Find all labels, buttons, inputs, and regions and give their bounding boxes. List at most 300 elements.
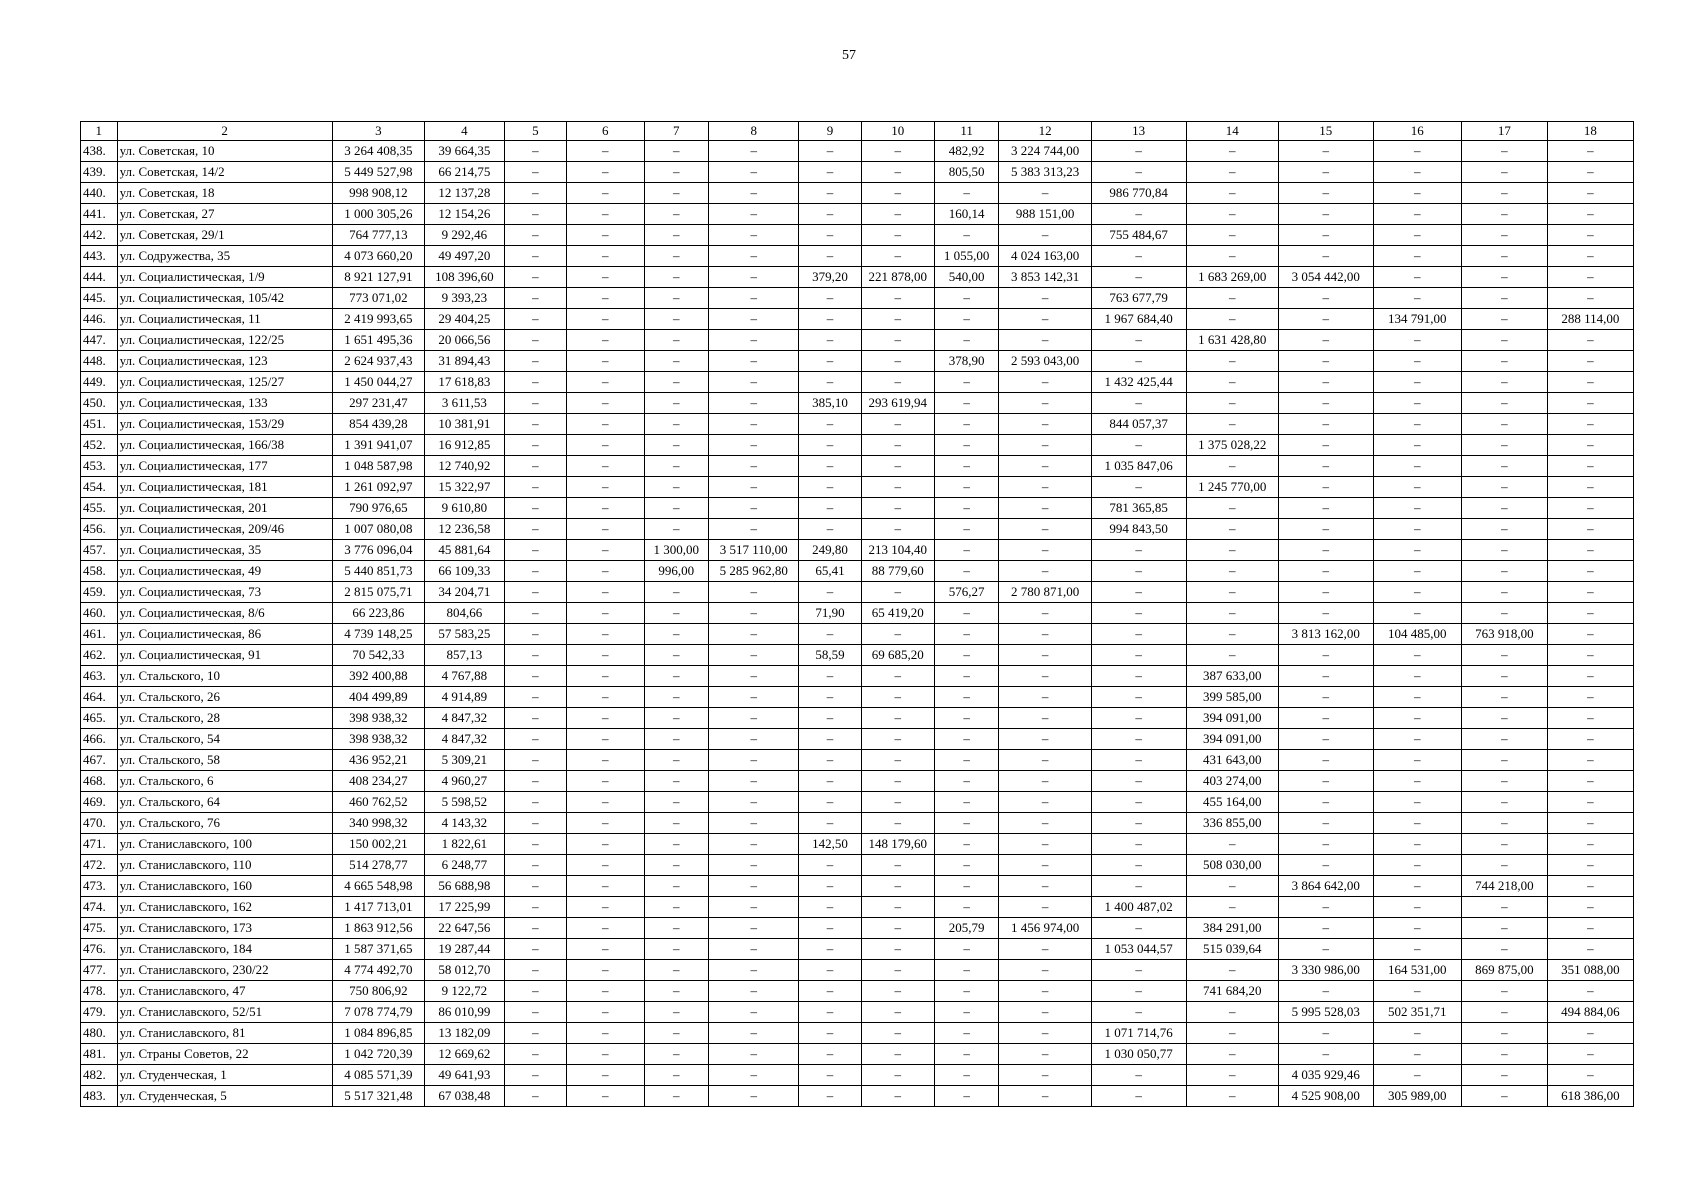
value-cell: – [1547,372,1633,393]
value-cell: 4 035 929,46 [1278,1065,1373,1086]
value-cell: – [567,456,644,477]
value-cell: – [567,1065,644,1086]
value-cell: 618 386,00 [1547,1086,1633,1107]
value-cell: – [934,1086,999,1107]
row-number-cell: 478. [81,981,118,1002]
value-cell: 5 517 321,48 [332,1086,424,1107]
value-cell: – [709,1023,799,1044]
column-header: 14 [1186,122,1278,141]
value-cell: – [934,624,999,645]
value-cell: – [1373,141,1461,162]
value-cell: 4 525 908,00 [1278,1086,1373,1107]
value-cell: 288 114,00 [1547,309,1633,330]
value-cell: – [567,414,644,435]
value-cell: – [1373,561,1461,582]
value-cell: 56 688,98 [425,876,505,897]
value-cell: 763 677,79 [1091,288,1186,309]
value-cell: – [861,477,934,498]
address-cell: ул. Станиславского, 110 [117,855,332,876]
table-row [81,1086,1634,1107]
value-cell: – [644,792,709,813]
value-cell: – [1373,204,1461,225]
value-cell: – [1373,666,1461,687]
value-cell: – [1373,1044,1461,1065]
value-cell: – [799,1023,861,1044]
row-number-cell: 445. [81,288,118,309]
column-header: 7 [644,122,709,141]
value-cell: 994 843,50 [1091,519,1186,540]
value-cell: – [1461,1044,1547,1065]
value-cell: – [1091,960,1186,981]
value-cell: 249,80 [799,540,861,561]
value-cell: – [799,456,861,477]
value-cell: – [1373,393,1461,414]
value-cell: – [1186,351,1278,372]
value-cell: – [1278,540,1373,561]
value-cell: 3 611,53 [425,393,505,414]
value-cell: – [1461,456,1547,477]
value-cell: – [1373,540,1461,561]
value-cell: – [504,750,566,771]
value-cell: – [1278,897,1373,918]
value-cell: – [1186,624,1278,645]
value-cell: 399 585,00 [1186,687,1278,708]
value-cell: – [504,666,566,687]
value-cell: – [1091,351,1186,372]
value-cell: – [1547,477,1633,498]
value-cell: – [861,582,934,603]
value-cell: – [1091,918,1186,939]
value-cell: 431 643,00 [1186,750,1278,771]
value-cell: – [999,1086,1091,1107]
value-cell: – [1373,939,1461,960]
row-number-cell: 472. [81,855,118,876]
value-cell: – [934,666,999,687]
value-cell: – [799,246,861,267]
value-cell: 781 365,85 [1091,498,1186,519]
value-cell: – [644,477,709,498]
value-cell: – [1186,183,1278,204]
value-cell: – [934,1023,999,1044]
value-cell: 854 439,28 [332,414,424,435]
value-cell: – [1091,792,1186,813]
value-cell: – [709,330,799,351]
value-cell: 384 291,00 [1186,918,1278,939]
value-cell: 1 417 713,01 [332,897,424,918]
table-row [81,750,1634,771]
value-cell: – [504,603,566,624]
row-number-cell: 455. [81,498,118,519]
value-cell: – [861,1023,934,1044]
value-cell: – [799,771,861,792]
value-cell: 12 740,92 [425,456,505,477]
value-cell: – [1461,309,1547,330]
address-cell: ул. Советская, 27 [117,204,332,225]
value-cell: – [1373,435,1461,456]
value-cell: – [861,939,934,960]
value-cell: – [1091,708,1186,729]
row-number-cell: 443. [81,246,118,267]
value-cell: 57 583,25 [425,624,505,645]
value-cell: 741 684,20 [1186,981,1278,1002]
value-cell: – [567,540,644,561]
address-cell: ул. Социалистическая, 201 [117,498,332,519]
value-cell: – [1461,414,1547,435]
value-cell: – [1547,225,1633,246]
value-cell: – [644,981,709,1002]
value-cell: – [567,960,644,981]
row-number-cell: 474. [81,897,118,918]
address-cell: ул. Советская, 14/2 [117,162,332,183]
column-header: 1 [81,122,118,141]
table-row [81,414,1634,435]
value-cell: – [1091,645,1186,666]
table-row [81,813,1634,834]
value-cell: 45 881,64 [425,540,505,561]
value-cell: – [504,687,566,708]
value-cell: – [1461,1023,1547,1044]
value-cell: – [1373,582,1461,603]
value-cell: – [1278,708,1373,729]
value-cell: 773 071,02 [332,288,424,309]
value-cell: 8 921 127,91 [332,267,424,288]
value-cell: – [1547,918,1633,939]
table-row [81,918,1634,939]
value-cell: – [1186,498,1278,519]
value-cell: – [1186,645,1278,666]
value-cell: – [799,939,861,960]
value-cell: 394 091,00 [1186,729,1278,750]
column-header: 10 [861,122,934,141]
value-cell: – [861,204,934,225]
value-cell: 148 179,60 [861,834,934,855]
value-cell: 293 619,94 [861,393,934,414]
address-cell: ул. Социалистическая, 73 [117,582,332,603]
value-cell: – [504,393,566,414]
value-cell: 164 531,00 [1373,960,1461,981]
value-cell: – [1091,393,1186,414]
value-cell: – [799,141,861,162]
value-cell: – [567,582,644,603]
value-cell: – [1547,666,1633,687]
value-cell: 4 774 492,70 [332,960,424,981]
value-cell: – [567,561,644,582]
table-row [81,540,1634,561]
value-cell: – [1091,1002,1186,1023]
value-cell: – [1461,477,1547,498]
address-cell: ул. Социалистическая, 105/42 [117,288,332,309]
value-cell: – [709,351,799,372]
value-cell: – [999,834,1091,855]
table-body [81,141,1634,1107]
value-cell: – [504,141,566,162]
value-cell: 508 030,00 [1186,855,1278,876]
value-cell: – [504,204,566,225]
value-cell: – [1547,603,1633,624]
value-cell: – [567,372,644,393]
value-cell: – [644,498,709,519]
table-row [81,288,1634,309]
value-cell: 9 122,72 [425,981,505,1002]
value-cell: 764 777,13 [332,225,424,246]
value-cell: 1 055,00 [934,246,999,267]
row-number-cell: 454. [81,477,118,498]
address-cell: ул. Станиславского, 81 [117,1023,332,1044]
value-cell: – [1373,834,1461,855]
value-cell: – [1091,687,1186,708]
address-cell: ул. Станиславского, 52/51 [117,1002,332,1023]
value-cell: – [709,666,799,687]
value-cell: – [1461,372,1547,393]
column-header: 16 [1373,122,1461,141]
table-row [81,792,1634,813]
column-header: 18 [1547,122,1633,141]
value-cell: – [1547,393,1633,414]
value-cell: 70 542,33 [332,645,424,666]
row-number-cell: 447. [81,330,118,351]
value-cell: 1 261 092,97 [332,477,424,498]
value-cell: – [1461,729,1547,750]
table-row [81,960,1634,981]
table-row [81,876,1634,897]
value-cell: – [567,750,644,771]
value-cell: – [1373,603,1461,624]
value-cell: – [861,792,934,813]
value-cell: – [567,771,644,792]
value-cell: – [934,750,999,771]
value-cell: – [644,330,709,351]
table-row [81,1065,1634,1086]
value-cell: – [567,855,644,876]
value-cell: – [934,414,999,435]
value-cell: – [1373,750,1461,771]
value-cell: – [504,561,566,582]
value-cell: – [1278,813,1373,834]
value-cell: 29 404,25 [425,309,505,330]
value-cell: – [1091,204,1186,225]
value-cell: – [1278,687,1373,708]
value-cell: – [934,771,999,792]
value-cell: – [644,855,709,876]
row-number-cell: 467. [81,750,118,771]
value-cell: – [644,645,709,666]
value-cell: – [1547,729,1633,750]
value-cell: – [504,1023,566,1044]
value-cell: – [1278,645,1373,666]
value-cell: 4 914,89 [425,687,505,708]
value-cell: – [1373,771,1461,792]
value-cell: 15 322,97 [425,477,505,498]
value-cell: – [709,792,799,813]
value-cell: – [861,309,934,330]
value-cell: – [567,1044,644,1065]
value-cell: – [504,414,566,435]
value-cell: 19 287,44 [425,939,505,960]
value-cell: 1 071 714,76 [1091,1023,1186,1044]
value-cell: – [1278,1023,1373,1044]
value-cell: – [1547,498,1633,519]
value-cell: – [1461,834,1547,855]
value-cell: 502 351,71 [1373,1002,1461,1023]
address-cell: ул. Стальского, 6 [117,771,332,792]
value-cell: – [1461,855,1547,876]
value-cell: – [799,582,861,603]
value-cell: – [934,330,999,351]
value-cell: – [799,288,861,309]
value-cell: – [934,309,999,330]
value-cell: – [1278,981,1373,1002]
value-cell: – [1547,288,1633,309]
value-cell: – [709,960,799,981]
value-cell: – [1091,1065,1186,1086]
value-cell: 790 976,65 [332,498,424,519]
value-cell: 744 218,00 [1461,876,1547,897]
value-cell: – [1547,771,1633,792]
column-header: 11 [934,122,999,141]
value-cell: 3 776 096,04 [332,540,424,561]
row-number-cell: 479. [81,1002,118,1023]
value-cell: – [1547,834,1633,855]
value-cell: – [1091,162,1186,183]
value-cell: – [934,477,999,498]
value-cell: – [1278,141,1373,162]
value-cell: – [504,834,566,855]
value-cell: 88 779,60 [861,561,934,582]
value-cell: – [861,918,934,939]
value-cell: 1 030 050,77 [1091,1044,1186,1065]
value-cell: – [1278,162,1373,183]
value-cell: – [1461,1065,1547,1086]
value-cell: – [1186,1044,1278,1065]
value-cell: – [709,414,799,435]
value-cell: – [709,729,799,750]
value-cell: – [1373,708,1461,729]
value-cell: – [1547,582,1633,603]
value-cell: – [1278,330,1373,351]
table-row [81,603,1634,624]
value-cell: – [861,435,934,456]
value-cell: – [644,414,709,435]
value-cell: – [934,960,999,981]
value-cell: 39 664,35 [425,141,505,162]
value-cell: – [861,1065,934,1086]
value-cell: – [1278,729,1373,750]
value-cell: – [799,1002,861,1023]
value-cell: – [999,519,1091,540]
value-cell: 108 396,60 [425,267,505,288]
value-cell: – [1278,309,1373,330]
value-cell: – [799,1044,861,1065]
value-cell: – [709,939,799,960]
value-cell: – [1461,141,1547,162]
value-cell: – [1186,456,1278,477]
value-cell: 9 393,23 [425,288,505,309]
value-cell: – [1547,435,1633,456]
value-cell: – [1373,645,1461,666]
value-cell: – [1373,162,1461,183]
table-row [81,708,1634,729]
value-cell: – [934,981,999,1002]
row-number-cell: 471. [81,834,118,855]
value-cell: – [709,141,799,162]
value-cell: – [504,624,566,645]
value-cell: – [1091,624,1186,645]
value-cell: – [1091,330,1186,351]
value-cell: 1 400 487,02 [1091,897,1186,918]
value-cell: – [1186,1086,1278,1107]
address-cell: ул. Социалистическая, 86 [117,624,332,645]
value-cell: – [1091,603,1186,624]
value-cell: – [999,225,1091,246]
table-row [81,267,1634,288]
value-cell: – [709,162,799,183]
value-cell: – [504,792,566,813]
value-cell: – [1091,582,1186,603]
table-row [81,834,1634,855]
value-cell: – [644,309,709,330]
value-cell: 482,92 [934,141,999,162]
row-number-cell: 481. [81,1044,118,1065]
row-number-cell: 465. [81,708,118,729]
value-cell: – [1091,561,1186,582]
value-cell: – [1278,183,1373,204]
value-cell: – [504,477,566,498]
table-row [81,645,1634,666]
value-cell: 49 641,93 [425,1065,505,1086]
value-cell: – [709,267,799,288]
value-cell: 844 057,37 [1091,414,1186,435]
value-cell: – [709,834,799,855]
value-cell: – [1461,162,1547,183]
header-row [81,122,1634,141]
value-cell: – [1461,603,1547,624]
value-cell: – [934,1044,999,1065]
value-cell: – [1461,540,1547,561]
address-cell: ул. Содружества, 35 [117,246,332,267]
value-cell: – [709,918,799,939]
value-cell: – [1091,435,1186,456]
value-cell: – [644,288,709,309]
value-cell: – [1186,603,1278,624]
value-cell: – [1461,561,1547,582]
value-cell: – [934,939,999,960]
value-cell: 515 039,64 [1186,939,1278,960]
value-cell: – [567,792,644,813]
value-cell: – [1547,876,1633,897]
value-cell: 398 938,32 [332,729,424,750]
value-cell: – [709,372,799,393]
value-cell: 58 012,70 [425,960,505,981]
value-cell: 3 853 142,31 [999,267,1091,288]
row-number-cell: 475. [81,918,118,939]
value-cell: – [644,666,709,687]
table-row [81,351,1634,372]
value-cell: – [999,288,1091,309]
table-row [81,204,1634,225]
value-cell: 494 884,06 [1547,1002,1633,1023]
value-cell: – [999,498,1091,519]
value-cell: – [709,309,799,330]
value-cell: 1 053 044,57 [1091,939,1186,960]
value-cell: – [999,456,1091,477]
address-cell: ул. Социалистическая, 209/46 [117,519,332,540]
value-cell: 540,00 [934,267,999,288]
value-cell: – [999,372,1091,393]
value-cell: – [999,855,1091,876]
value-cell: – [1547,1023,1633,1044]
value-cell: 5 309,21 [425,750,505,771]
table-row [81,666,1634,687]
